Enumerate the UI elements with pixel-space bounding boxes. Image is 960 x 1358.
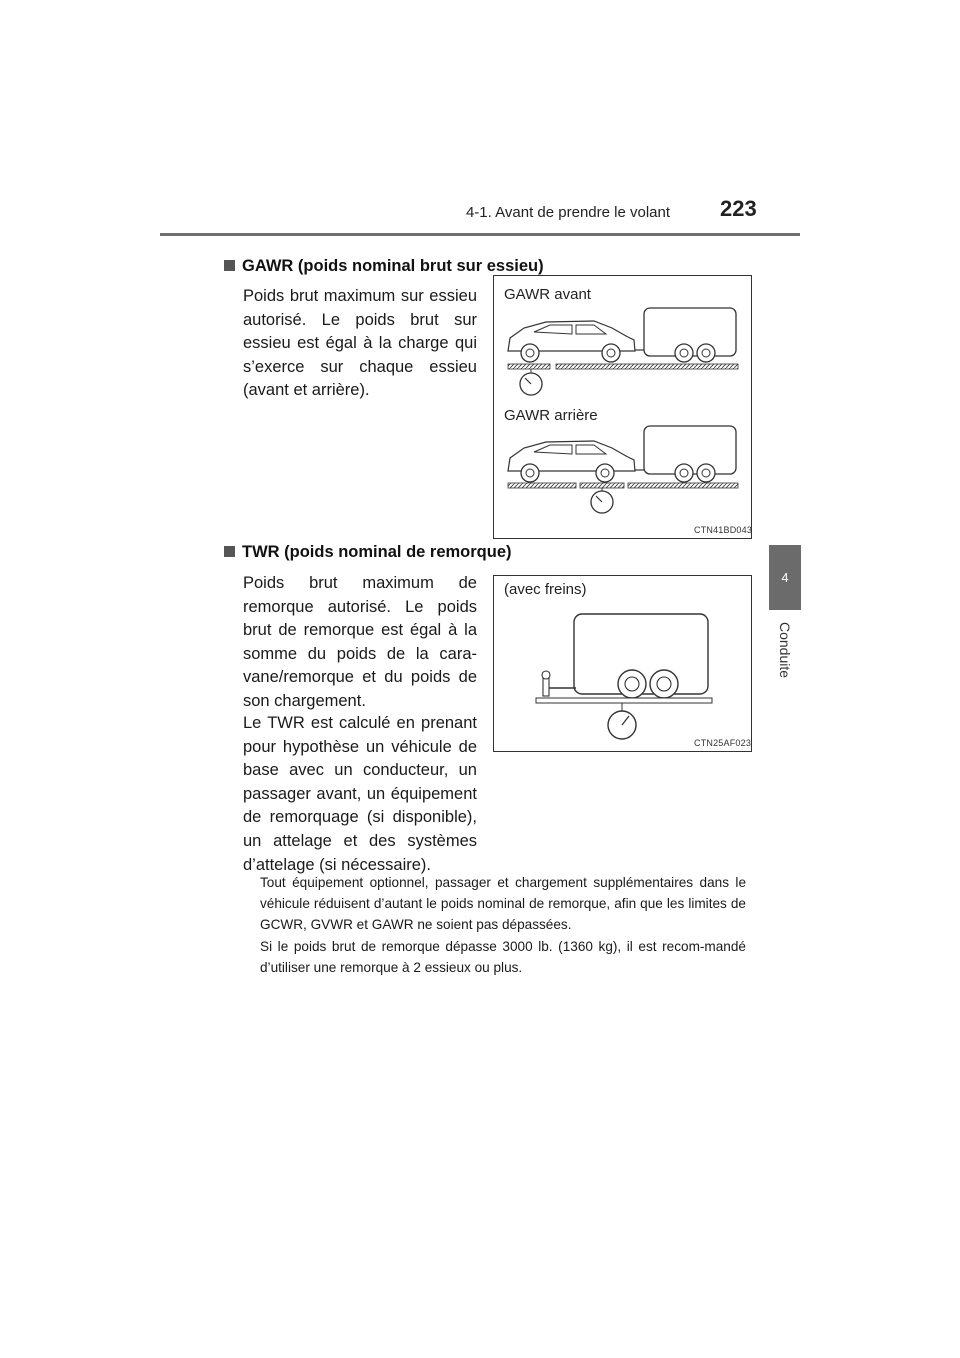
gawr-illustration: [494, 276, 751, 538]
chapter-tab-number: 4: [769, 545, 801, 610]
gawr-figure: [493, 275, 752, 539]
chapter-tab-label-text: Conduite: [777, 621, 794, 679]
twr-note-1: Tout équipement optionnel, passager et chargement supplémentaires dans le véhicule réduisent d’autant le poids nominal de remorque, afin que les limites de GCWR, GVWR et GAWR ne soient pas dépassées.: [260, 875, 746, 932]
gawr-rear-label: GAWR arrière: [504, 407, 598, 424]
suv-trailer-front-illustration: [508, 308, 738, 395]
trailer-illustration: [494, 576, 751, 751]
twr-body-1: Poids brut maximum de remorque autorisé. Le poids brut de remorque est égal à la somme du poids de la cara-vane/remorque et du poids de son chargement.: [243, 574, 477, 710]
twr-figure-code: CTN25AF023: [694, 738, 752, 748]
gawr-body: Poids brut maximum sur essieu autorisé. Le poids brut sur essieu est égal à la charge qui s’exerce sur chaque essieu (avant et arrière).: [243, 287, 477, 400]
twr-heading: [224, 543, 512, 562]
twr-note-2: Si le poids brut de remorque dépasse 3000 lb. (1360 kg), il est recom-mandé d’utiliser une remorque à 2 essieux ou plus.: [260, 939, 746, 975]
gawr-heading-text: GAWR (poids nominal brut sur essieu): [242, 257, 544, 275]
page-number: 223: [720, 196, 757, 221]
bullet-square-icon: [224, 260, 235, 271]
gawr-front-label: GAWR avant: [504, 286, 591, 303]
header-divider: [160, 233, 800, 236]
twr-heading-text: TWR (poids nominal de remorque): [242, 543, 512, 561]
twr-body-2: Le TWR est calculé en prenant pour hypothèse un véhicule de base avec un conducteur, un passager avant, un équipement de remorquage (si disponible), un attelage et des systèmes d’attelage (si nécessaire).: [243, 714, 477, 874]
chapter-tab-label: [763, 620, 807, 680]
running-header-section: 4-1. Avant de prendre le volant: [465, 204, 670, 221]
gawr-heading: [224, 257, 544, 276]
gawr-figure-code: CTN41BD043: [694, 525, 753, 535]
bullet-square-icon: [224, 546, 235, 557]
twr-figure: [493, 575, 752, 752]
suv-trailer-rear-illustration: [508, 426, 738, 513]
twr-brakes-label: (avec freins): [504, 581, 587, 598]
